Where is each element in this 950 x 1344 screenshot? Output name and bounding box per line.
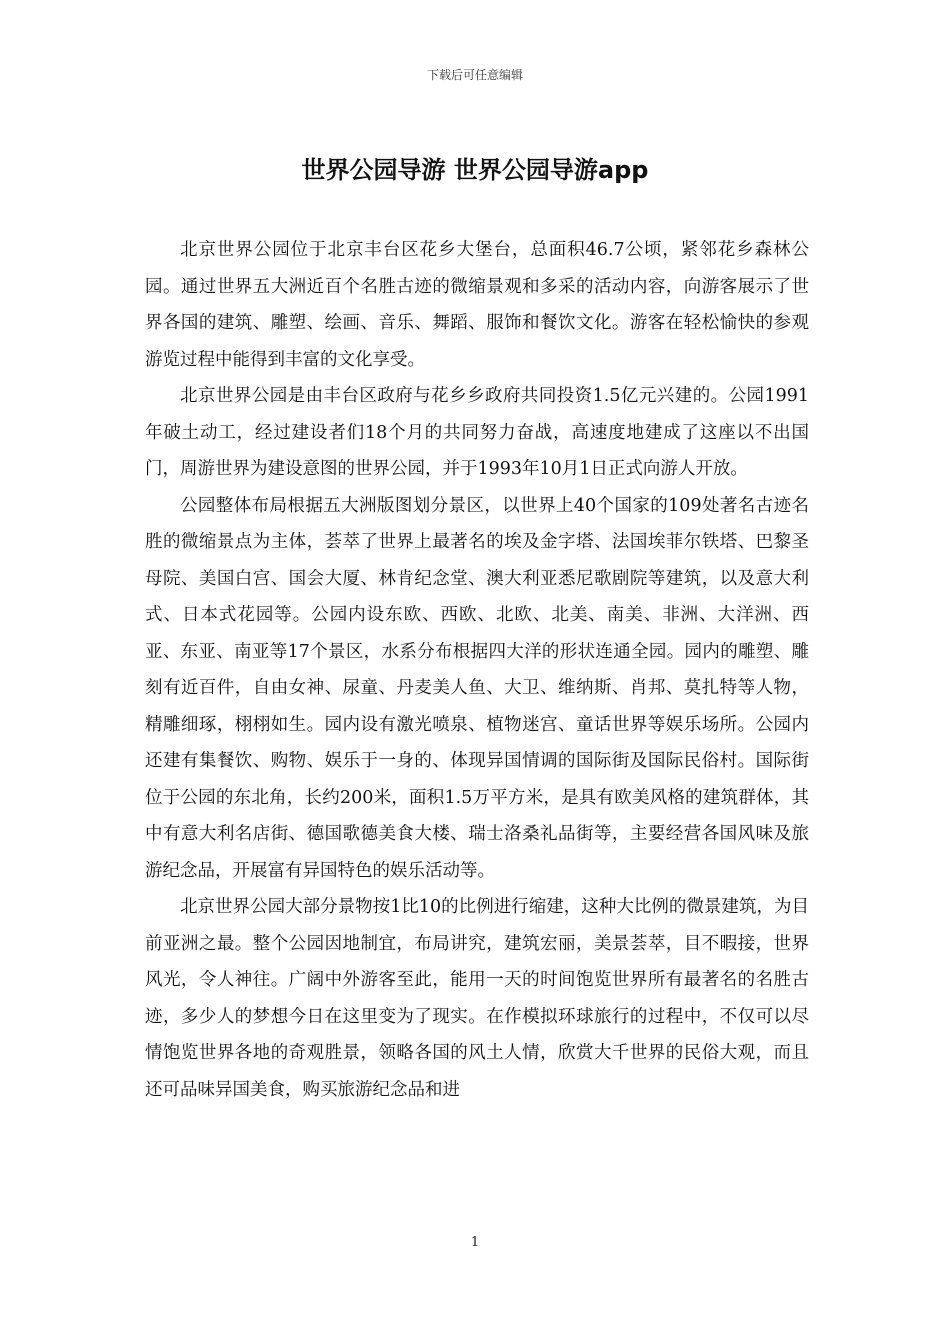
paragraph: 北京世界公园大部分景物按1比10的比例进行缩建，这种大比例的微景建筑，为目前亚洲之最。整个公园因地制宜，布局讲究，建筑宏丽，美景荟萃，目不暇接，世界风光，令人神往。广阔中外游客至此，能用一天的时间饱览世界所有最著名的名胜古迹，多少人的梦想今日在这里变为了现实。在作模拟环球旅行的过程中，不仅可以尽情饱览世界各地的奇观胜景，领略各国的风土人情，欣赏大千世界的民俗大观，而且还可品味异国美食，购买旅游纪念品和进 [145, 897, 809, 1100]
document-body [145, 232, 809, 1108]
page-number: 1 [470, 1235, 480, 1250]
paragraph: 北京世界公园是由丰台区政府与花乡乡政府共同投资1.5亿元兴建的。公园1991年破土动工，经过建设者们18个月的共同努力奋战，高速度地建成了这座以不出国门，周游世界为建设意图的世界公园，并于1993年10月1日正式向游人开放。 [145, 386, 809, 479]
document-title: 世界公园导游 世界公园导游app [301, 156, 649, 184]
paragraph: 公园整体布局根据五大洲版图划分景区，以世界上40个国家的109处著名古迹名胜的微缩景点为主体，荟萃了世界上最著名的埃及金字塔、法国埃菲尔铁塔、巴黎圣母院、美国白宫、国会大厦、林肯纪念堂、澳大利亚悉尼歌剧院等建筑，以及意大利式、日本式花园等。公园内设东欧、西欧、北欧、北美、南美、非洲、大洋洲、西亚、东亚、南亚等17个景区，水系分布根据四大洋的形状连通全园。园内的雕塑、雕刻有近百件，自由女神、尿童、丹麦美人鱼、大卫、维纳斯、肖邦、莫扎特等人物，精雕细琢，栩栩如生。园内设有激光喷泉、植物迷宫、童话世界等娱乐场所。公园内还建有集餐饮、购物、娱乐于一身的、体现异国情调的国际街及国际民俗村。国际街位于公园的东北角，长约200米，面积1.5万平方米，是具有欧美风格的建筑群体，其中有意大利名店街、德国歌德美食大楼、瑞士洛桑礼品街等，主要经营各国风味及旅游纪念品，开展富有异国特色的娱乐活动等。 [145, 495, 809, 881]
paragraph: 北京世界公园位于北京丰台区花乡大堡台，总面积46.7公顷，紧邻花乡森林公园。通过世界五大洲近百个名胜古迹的微缩景观和多采的活动内容，向游客展示了世界各国的建筑、雕塑、绘画、音乐、舞蹈、服饰和餐饮文化。游客在轻松愉快的参观游览过程中能得到丰富的文化享受。 [145, 240, 809, 370]
page-header: 下载后可任意编辑 [426, 68, 523, 82]
